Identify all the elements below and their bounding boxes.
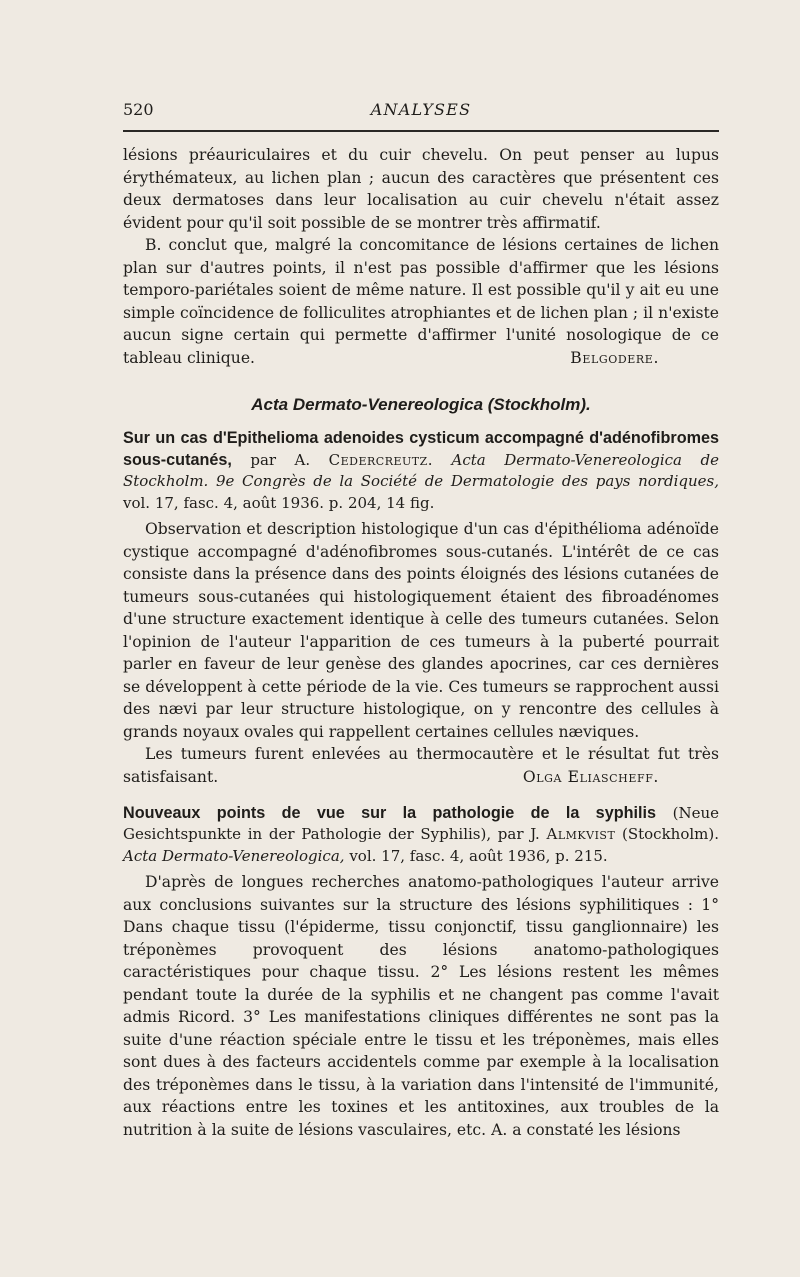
- article-2-title: Nouveaux points de vue sur la pathologie de la syphilis: [123, 803, 656, 822]
- article-2-journal: Acta Dermato-Venereologica,: [123, 846, 345, 865]
- intro-signature: Belgodere.: [570, 349, 659, 367]
- header-rule: [123, 130, 719, 132]
- article-1-citation: [123, 428, 719, 514]
- article-1-by: par A.: [250, 450, 311, 469]
- article-2-place: (Stockholm).: [621, 825, 719, 843]
- article-2-citation: [123, 803, 719, 868]
- article-2-author: Almkvist: [546, 825, 616, 843]
- article-1-title: Sur un cas d'Epithelioma adenoides cysticum accompagné d'adénofibromes sous-cutanés,: [123, 429, 719, 469]
- running-title: ANALYSES: [370, 100, 472, 119]
- article-2-subtitle: (Neue Gesichtspunkte in der Pathologie der Syphilis), par J.: [123, 803, 719, 843]
- article-1-journal: Acta Dermato-Venereologica de Stockholm. 9e Congrès de la Société de Dermatologie des pays nordiques,: [123, 450, 719, 490]
- intro-paragraph-1: lésions préauriculaires et du cuir chevelu. On peut penser au lupus érythémateux, au lichen plan ; aucun des caractères que présentent ces deux dermatoses dans leur localisation au cuir chevelu n'était assez évident pour qu'il soit possible de se montrer très affirmatif.: [123, 146, 719, 232]
- article-1-signature: Olga Eliascheff.: [522, 768, 659, 786]
- page-body: [123, 144, 719, 1141]
- article-1-author: Cedercreutz.: [328, 450, 434, 469]
- article-1-paragraph-2: Les tumeurs furent enlevées au thermocautère et le résultat fut très satisfaisant.: [123, 745, 719, 786]
- section-heading: Acta Dermato-Venereologica (Stockholm).: [251, 394, 591, 414]
- page-number: 520: [123, 100, 154, 119]
- article-1-details: vol. 17, fasc. 4, août 1936. p. 204, 14 fig.: [123, 493, 435, 512]
- article-2-details: vol. 17, fasc. 4, août 1936, p. 215.: [349, 846, 608, 865]
- article-2-paragraph-1: D'après de longues recherches anatomo-pathologiques l'auteur arrive aux conclusions suivantes sur la structure des lésions syphilitiques : 1° Dans chaque tissu (l'épiderme, tissu conjonctif, tissu ganglionnaire) les tréponèmes provoquent des lésions anatomo-pathologiques caractéristiques pour chaque tissu. 2° Les lésions restent les mêmes pendant toute la durée de la syphilis et ne changent pas comme l'avait admis Ricord. 3° Les manifestations cliniques différentes ne sont pas la suite d'une réaction spéciale entre le tissu et les tréponèmes, mais elles sont dues à des facteurs accidentels comme par exemple à la localisation des tréponèmes dans le tissu, à la variation dans l'intensité de l'immunité, aux réactions entre les toxines et les antitoxines, aux troubles de la nutrition à la suite de lésions vasculaires, etc. A. a constaté les lésions: [123, 873, 719, 1139]
- article-1-paragraph-1: Observation et description histologique d'un cas d'épithélioma adénoïde cystique accompagné d'adénofibromes sous-cutanés. L'intérêt de ce cas consiste dans la présence dans des points éloignés des lésions cutanées de tumeurs sous-cutanées qui histologiquement étaient des fibroadénomes d'une structure exactement identique à celle des tumeurs cutanées. Selon l'opinion de l'auteur l'apparition de ces tumeurs à la puberté pourrait parler en faveur de leur genèse des glandes apocrines, car ces dernières se développent à cette période de la vie. Ces tumeurs se rapprochent aussi des nævi par leur structure histologique, on y rencontre des cellules à grands noyaux ovales qui rappellent certaines cellules næviques.: [123, 520, 719, 741]
- page-header: [123, 100, 719, 126]
- intro-paragraph-2: B. conclut que, malgré la concomitance de lésions certaines de lichen plan sur d'autres points, il n'est pas possible d'affirmer que les lésions temporo-pariétales soient de même nature. Il est possible qu'il y ait eu une simple coïncidence de folliculites atrophiantes et de lichen plan ; il n'existe aucun signe certain qui permette d'affirmer l'unité nosologique de ce tableau clinique.: [123, 236, 719, 367]
